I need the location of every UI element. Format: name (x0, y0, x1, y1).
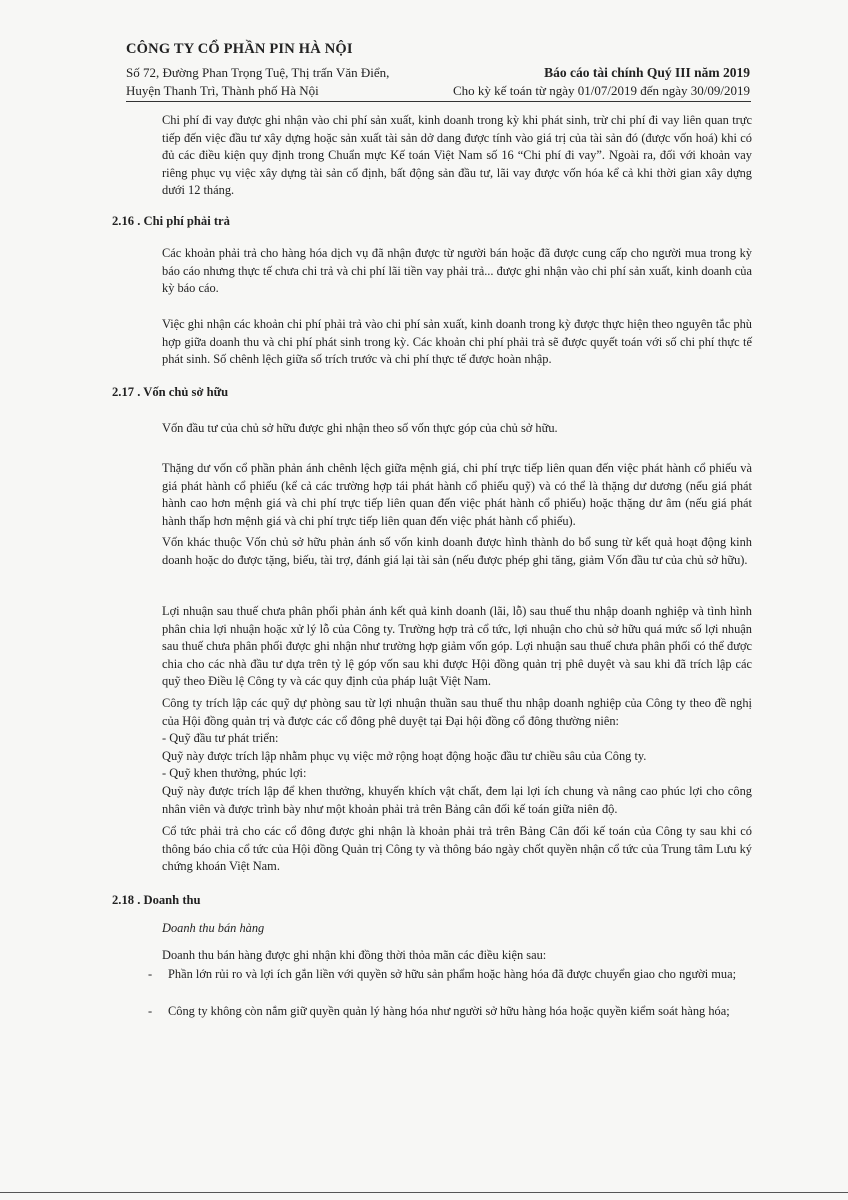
bullet-text-risks-transferred: Phần lớn rủi ro và lợi ích gắn liền với quyền sở hữu sản phẩm hoặc hàng hóa đã được chuyển giao cho người mua; (168, 967, 737, 981)
report-period: Cho kỳ kế toán từ ngày 01/07/2019 đến ngày 30/09/2019 (453, 83, 750, 98)
bullet-text-no-control: Công ty không còn nắm giữ quyền quản lý hàng hóa như người sở hữu hàng hóa hoặc quyền kiểm soát hàng hóa; (168, 1004, 730, 1018)
paragraph-accrued-expenses-2: Việc ghi nhận các khoản chi phí phải trả vào chi phí sản xuất, kinh doanh trong kỳ được thực hiện theo nguyên tắc phù hợp giữa doanh thu và chi phí phát sinh trong kỳ. Các khoản chi phí phải trả sẽ được quyết toán với số chi phí thực tế phát sinh. Số chênh lệch giữa số trích trước và chi phí thực tế được hoàn nhập. (162, 317, 752, 367)
paragraph-fund-development-label: - Quỹ đầu tư phát triển: (162, 731, 279, 745)
paragraph-fund-development: Quỹ này được trích lập nhằm phục vụ việc mở rộng hoạt động hoặc đầu tư chiều sâu của Công ty. (162, 749, 647, 763)
paragraph-accrued-expenses-1: Các khoản phải trả cho hàng hóa dịch vụ đã nhận được từ người bán hoặc đã được cung cấp cho người mua trong kỳ báo cáo nhưng thực tế chưa chi trả và chi phí lãi tiền vay phải trả... được ghi nhận vào chi phí sản xuất, kinh doanh của kỳ báo cáo. (162, 246, 752, 296)
paragraph-owner-equity-3: Vốn khác thuộc Vốn chủ sở hữu phản ánh số vốn kinh doanh được hình thành do bổ sung từ kết quả hoạt động kinh doanh hoặc do được tặng, biếu, tài trợ, đánh giá lại tài sản (nếu được phép ghi tăng, giảm Vốn đầu tư của chủ sở hữu). (162, 535, 752, 567)
list-item (148, 966, 752, 984)
company-name: CÔNG TY CỔ PHẦN PIN HÀ NỘI (126, 41, 353, 57)
report-title: Báo cáo tài chính Quý III năm 2019 (544, 65, 750, 80)
paragraph-owner-equity-2: Thặng dư vốn cổ phần phản ánh chênh lệch giữa mệnh giá, chi phí trực tiếp liên quan đến việc phát hành cổ phiếu và giá phát hành cổ phiếu (kể cả các trường hợp tái phát hành cổ phiếu quỹ) và có thể là thặng dư dương (nếu giá phát hành cao hơn mệnh giá và chi phí trực tiếp liên quan đến việc phát hành cổ phiếu) hoặc thặng dư âm (nếu giá phát hành thấp hơn mệnh giá và chi phí trực tiếp liên quan đến việc phát hành cổ phiếu). (162, 461, 752, 528)
page-bottom-edge (0, 1192, 848, 1193)
subheading-sales-revenue: Doanh thu bán hàng (162, 921, 265, 935)
paragraph-revenue-conditions: Doanh thu bán hàng được ghi nhận khi đồng thời thỏa mãn các điều kiện sau: (162, 948, 547, 962)
bullet-dash: - (148, 967, 153, 981)
section-heading-2-16: 2.16 . Chi phí phải trả (112, 214, 230, 228)
company-address-line2: Huyện Thanh Trì, Thành phố Hà Nội (126, 83, 319, 98)
paragraph-fund-bonus: Quỹ này được trích lập để khen thưởng, khuyến khích vật chất, đem lại lợi ích chung và nâng cao phúc lợi cho công nhân viên và được trình bày như một khoản phải trả trên Bảng cân đối kế toán giữa niên độ. (162, 784, 752, 816)
paragraph-owner-equity-4: Lợi nhuận sau thuế chưa phân phối phản ánh kết quả kinh doanh (lãi, lỗ) sau thuế thu nhập doanh nghiệp và tình hình phân chia lợi nhuận hoặc xử lý lỗ của Công ty. Trường hợp trả cổ tức, lợi nhuận cho chủ sở hữu quá mức số lợi nhuận sau thuế chưa phân phối được ghi nhận như trường hợp giảm vốn góp. Lợi nhuận sau thuế chưa phân phối có thể được chia cho các nhà đầu tư dựa trên tỷ lệ góp vốn sau khi được Hội đồng quản trị phê duyệt và sau khi đã trích lập các quỹ theo Điều lệ Công ty và các quy định của pháp luật Việt Nam. (162, 604, 752, 689)
header-divider (126, 101, 751, 102)
paragraph-borrowing-costs: Chi phí đi vay được ghi nhận vào chi phí sản xuất, kinh doanh trong kỳ khi phát sinh, trừ chi phí đi vay liên quan trực tiếp đến việc đầu tư xây dựng hoặc sản xuất tài sản dở dang được tính vào giá trị của tài sản đó (được vốn hoá) khi có đủ các điều kiện quy định trong Chuẩn mực Kế toán Việt Nam số 16 “Chi phí đi vay”. Ngoài ra, đối với khoản vay riêng phục vụ việc xây dựng tài sản cố định, bất động sản đầu tư, lãi vay được vốn hóa kể cả khi thời gian xây dựng dưới 12 tháng. (162, 113, 752, 198)
paragraph-owner-equity-1: Vốn đầu tư của chủ sở hữu được ghi nhận theo số vốn thực góp của chủ sở hữu. (162, 421, 558, 435)
paragraph-fund-bonus-label: - Quỹ khen thưởng, phúc lợi: (162, 766, 307, 780)
paragraph-owner-equity-5: Công ty trích lập các quỹ dự phòng sau từ lợi nhuận thuần sau thuế thu nhập doanh nghiệp của Công ty theo đề nghị của Hội đồng quản trị và được các cổ đông phê duyệt tại Đại hội đồng cổ đông thường niên: (162, 696, 752, 728)
section-heading-2-18: 2.18 . Doanh thu (112, 893, 201, 907)
paragraph-dividends: Cổ tức phải trả cho các cổ đông được ghi nhận là khoản phải trả trên Bảng Cân đối kế toán của Công ty sau khi có thông báo chia cổ tức của Hội đồng Quản trị Công ty và thông báo ngày chốt quyền nhận cổ tức của Trung tâm Lưu ký chứng khoán Việt Nam. (162, 824, 752, 874)
bullet-dash: - (148, 1004, 153, 1018)
section-heading-2-17: 2.17 . Vốn chủ sở hữu (112, 385, 229, 399)
company-address-line1: Số 72, Đường Phan Trọng Tuệ, Thị trấn Văn Điển, (126, 65, 390, 80)
list-item (148, 1003, 752, 1021)
